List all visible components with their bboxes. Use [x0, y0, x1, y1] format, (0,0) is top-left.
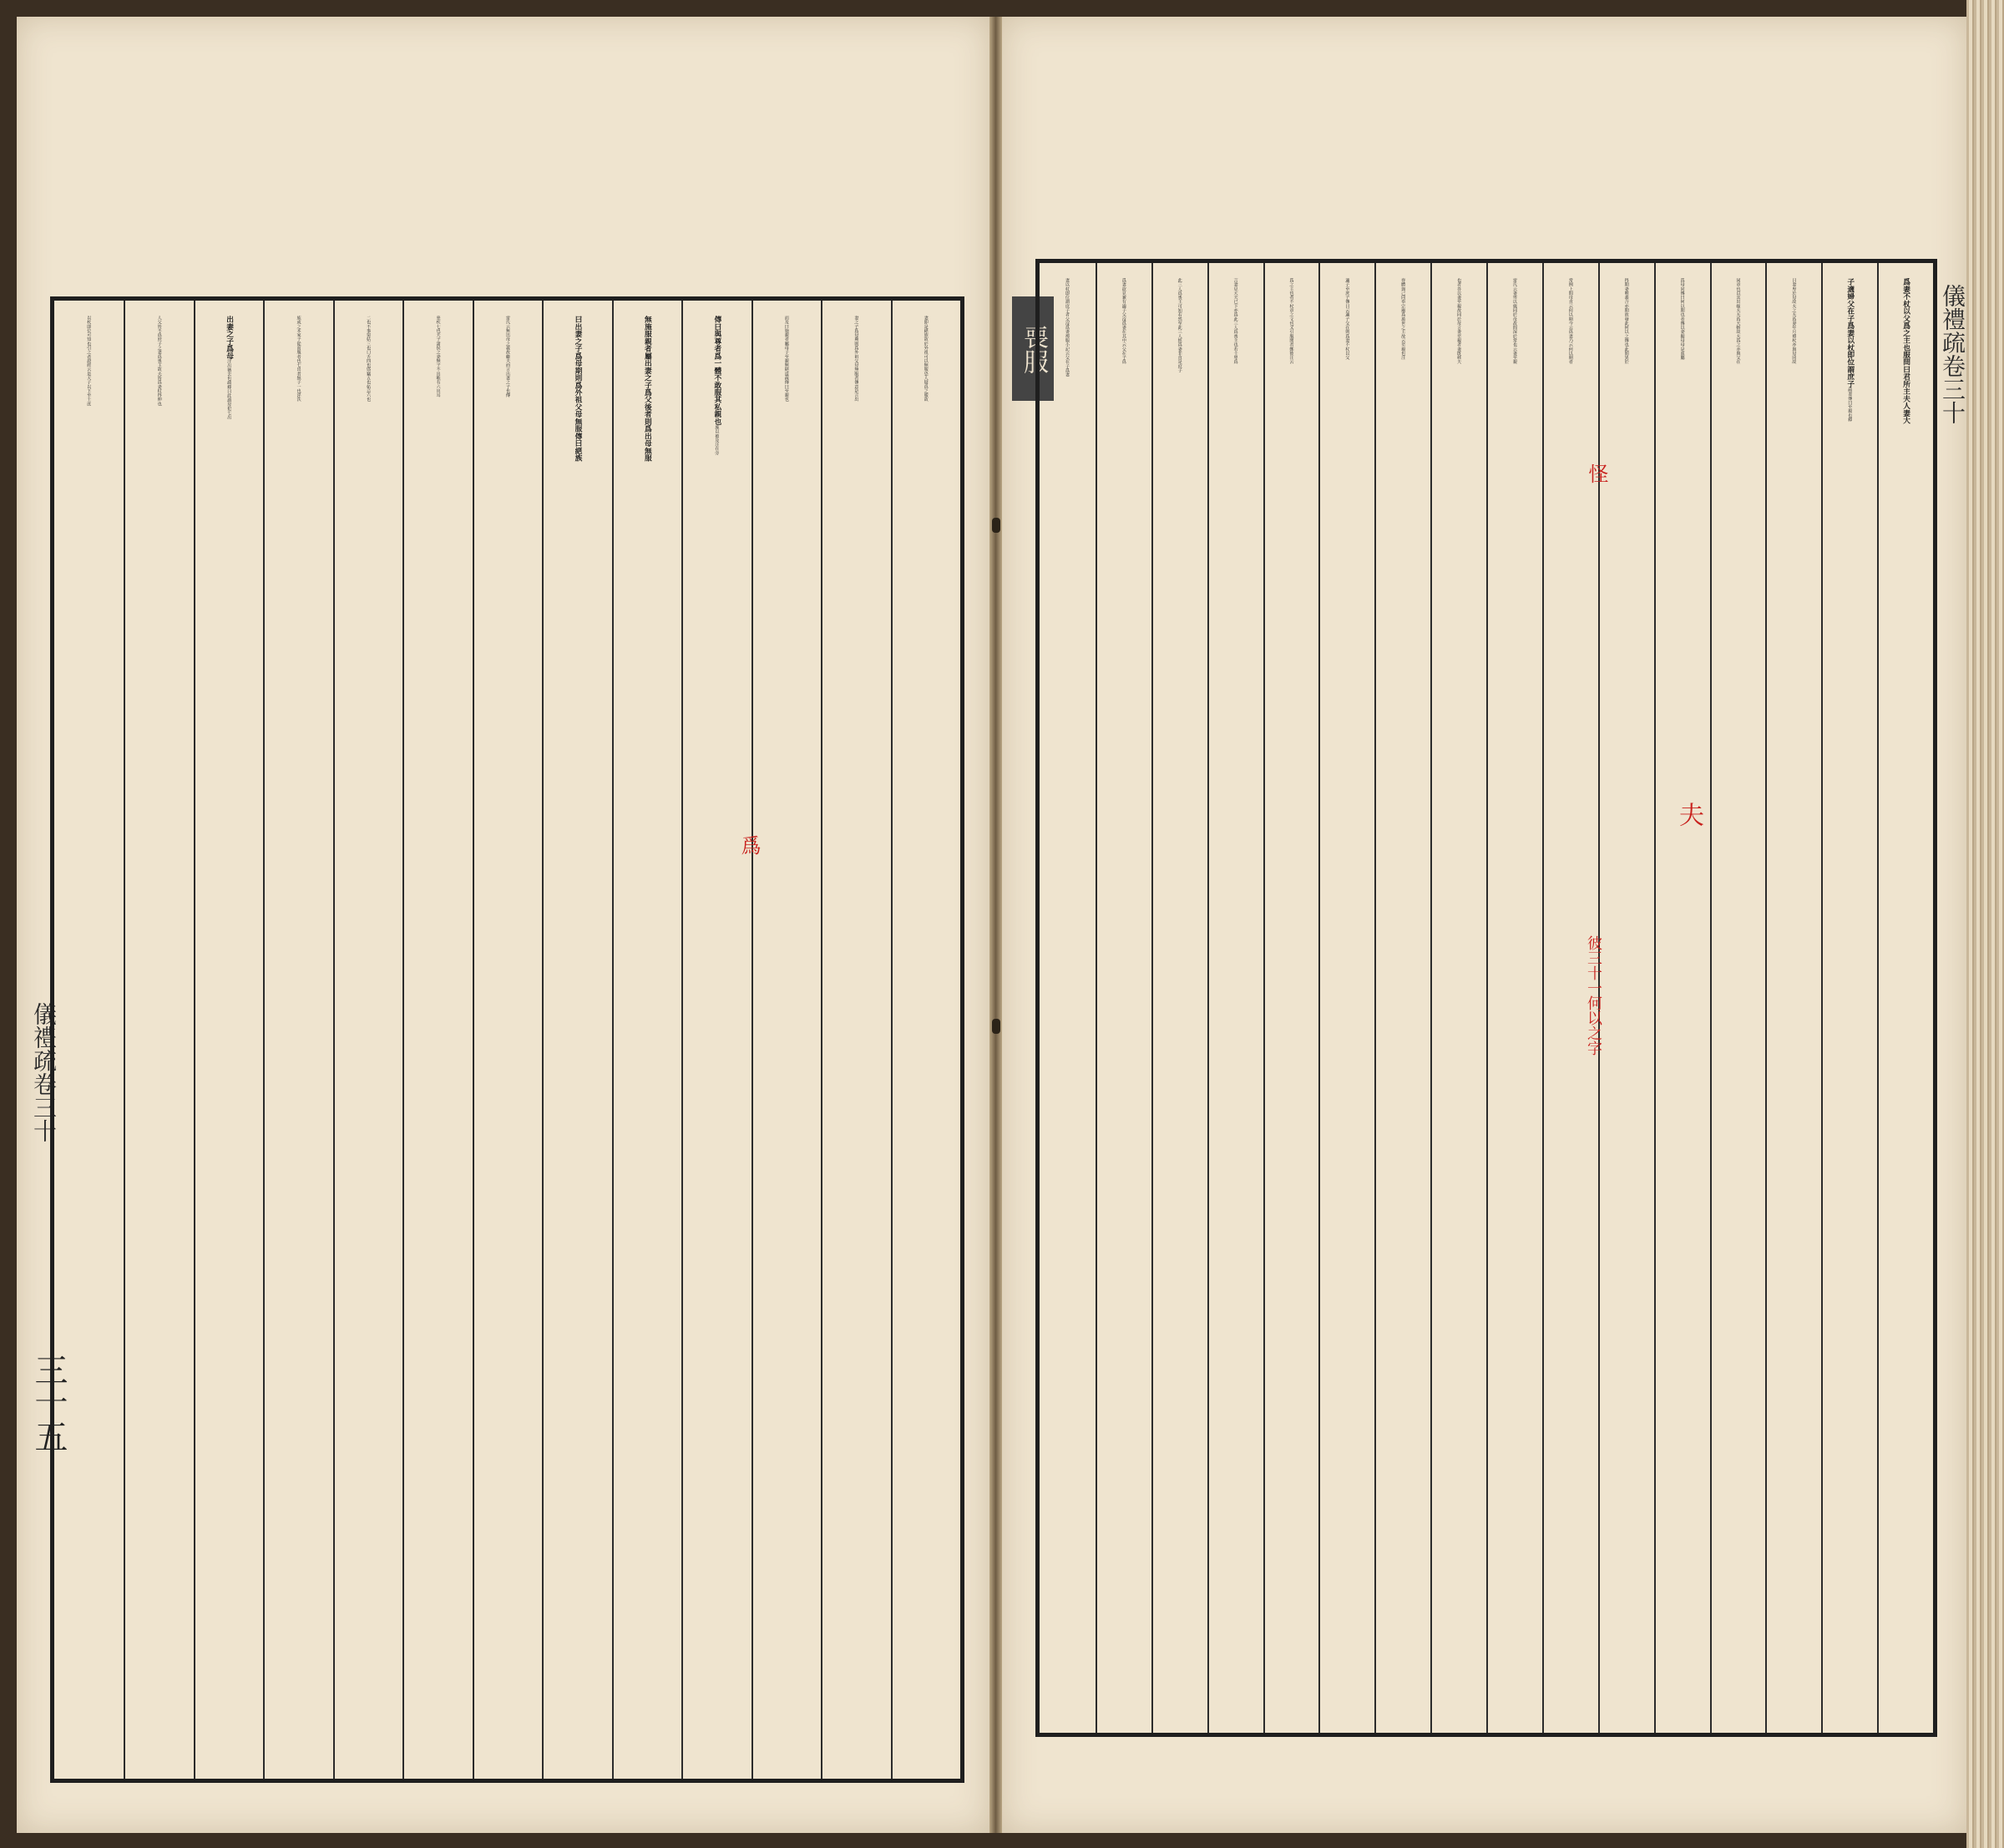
column-text: 同章也以其出嫁夫夫爲天斬故夫爲之亦與父在 [1735, 278, 1741, 364]
column-text: 妻即是絕族故於外祖可以無服恐人疑爲之服故 [923, 316, 929, 402]
column-text: 無施服親者屬出妻之子爲父後者則爲出母無服 [643, 316, 652, 462]
column-text: 得期妻唯義合亦期故發此何以之傳也此問異於 [1623, 278, 1629, 364]
right-text-frame [1035, 259, 1937, 1737]
column-commentary: 注出猶去也疏釋曰此謂母犯七出 [226, 359, 232, 420]
text-column [752, 301, 821, 1779]
binding-hole [992, 518, 1000, 533]
column-text: 爲母同傳曰何以期也者傳以妻擬母母是血屬 [1679, 278, 1685, 360]
chapter-seal: 喪服 [1012, 296, 1054, 401]
column-text: 曰妻卑於母故夫之夫爲妻年月禫杖亦與母同故 [1791, 278, 1797, 364]
text-column [1096, 263, 1151, 1733]
text-column [1263, 263, 1319, 1733]
text-column [1430, 263, 1486, 1733]
red-annotation: 爲 [737, 835, 761, 855]
column-text: 傳曰與尊者爲一體不敢服其私親也 [712, 316, 721, 425]
folio-number: 三十五 [29, 1353, 68, 1453]
column-text: 子適婦父在子爲妻以杖即位謂庶子 [1845, 278, 1855, 387]
text-column [891, 301, 960, 1779]
text-column [1151, 263, 1207, 1733]
text-column [542, 301, 611, 1779]
column-text: 齊體與己同奉宗廟爲萬世之主故云至親也注 [1400, 278, 1406, 360]
column-text: 雷氏云無出母之義故繼夫而言出妻之子也傳 [504, 316, 510, 397]
column-text: 惡疾七也天子諸侯之妻無子不出唯有六出耳 [435, 316, 441, 397]
right-margin-title: 儀禮疏卷三十 [1939, 284, 1966, 424]
text-column [1710, 263, 1766, 1733]
text-column [612, 301, 681, 1779]
text-column [402, 301, 472, 1779]
red-annotation: 彼三十一何以之字 [1585, 935, 1602, 1056]
column-text: 曰出妻之子爲母期則爲外祖父母無服傳曰絕族 [573, 316, 582, 462]
text-column [1654, 263, 1710, 1733]
text-column [54, 301, 124, 1779]
text-column [821, 301, 890, 1779]
left-text-frame [50, 296, 964, 1783]
column-commentary: 疏妻傳曰至親也釋 [1847, 387, 1853, 423]
book-gutter [989, 17, 1002, 1833]
left-margin-title: 儀禮疏卷三十 [30, 1002, 58, 1142]
text-column [1040, 263, 1096, 1733]
text-column [263, 301, 332, 1779]
column-text: 二也不事舅姑三也口舌四也盜竊五也妬忌六也 [366, 316, 372, 402]
column-text: 適子至庶子傳曰云適子父在則爲妻不杖以父 [1344, 278, 1350, 360]
text-column [1318, 263, 1374, 1733]
column-text: 而及曰施親者屬母子至親無絕道疏傳曰至親也 [783, 316, 789, 402]
binding-hole [992, 1019, 1000, 1034]
column-text: 出妻之子爲母 [225, 316, 234, 360]
column-text: 族或之本家子從而服者也七出者無子一也淫泆 [296, 316, 301, 402]
column-text: 妻以杖即位謂庶子者父沒爲妻禫服小記云父在子爲妻 [1064, 278, 1070, 377]
column-text: 此三人爲喪主可知若然至此三人經爲妻非直是庶子 [1177, 278, 1182, 373]
column-commentary: 施以被及注在旁 [714, 424, 720, 455]
text-column [1821, 263, 1877, 1733]
text-column [1598, 263, 1654, 1733]
text-column [1486, 263, 1542, 1733]
column-text: 常例上問母直云何以期今云爲妻乃云何以期者 [1567, 278, 1573, 364]
column-text: 也者荅以妻至親故同於母言妻至親者妻既移天 [1456, 278, 1462, 364]
text-column [124, 301, 193, 1779]
column-text: 雷氏云妻卑以旒同於母故問深於常也云妻至親 [1511, 278, 1517, 364]
column-text: 妻之子爲母期則爲外祖父母無服者傳意是言出 [853, 316, 859, 402]
text-column [473, 301, 542, 1779]
page-edges [1966, 0, 2004, 1848]
text-column [1765, 263, 1821, 1733]
text-column [1207, 263, 1263, 1733]
text-column [194, 301, 263, 1779]
column-text: 爲妻不杖以父爲之主也服問曰君所主夫人妻大 [1901, 278, 1910, 424]
text-column [1877, 263, 1933, 1733]
column-text: 爲之主也者不杖章之文也又引服問者鄭彼注云 [1288, 278, 1294, 364]
red-annotation: 怪 [1585, 463, 1608, 484]
text-column [1374, 263, 1430, 1733]
text-column [333, 301, 402, 1779]
text-column [681, 301, 751, 1779]
column-text: 以杖即位可知也引之者證經云是天子以下至士庶 [86, 316, 92, 406]
column-text: 人父皆不爲庶子之妻爲喪主故夫皆爲妻杖得伸也 [156, 316, 162, 406]
red-annotation: 夫 [1674, 802, 1703, 827]
column-text: 爲妻欲見兼有適子父沒爲妻在其中云父在子爲 [1121, 278, 1126, 364]
column-text: 言妻見大夫已下亦爲此三人爲喪主也若士卑爲 [1232, 278, 1238, 364]
